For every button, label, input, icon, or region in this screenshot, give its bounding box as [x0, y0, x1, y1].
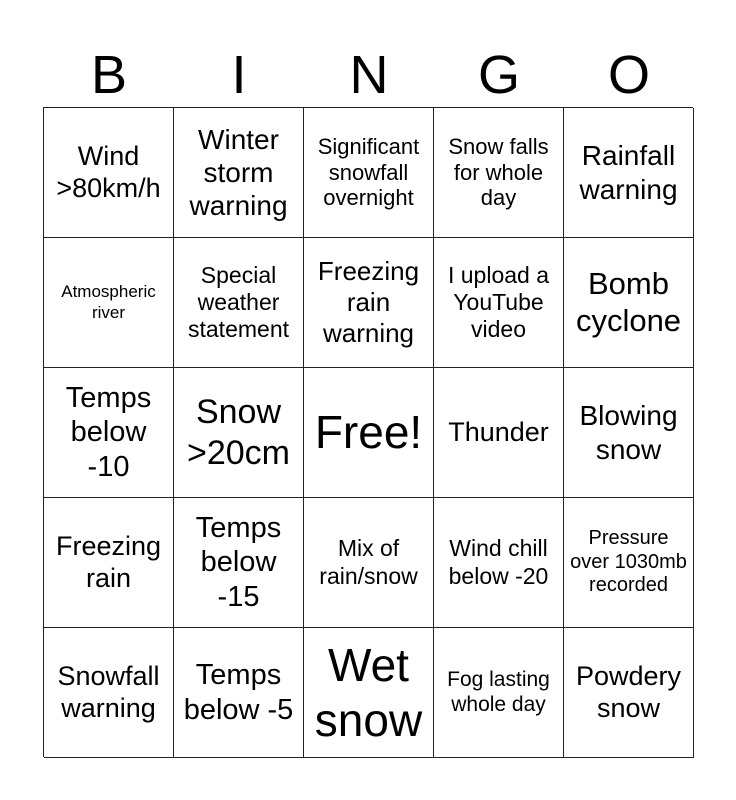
- bingo-cell[interactable]: [564, 368, 694, 498]
- bingo-cell-label: Freezing rain: [55, 530, 162, 593]
- bingo-cell-label: Special weather statement: [188, 261, 289, 343]
- bingo-cell-label: Snowfall warning: [57, 660, 160, 723]
- bingo-cell-label: Wet snow: [314, 639, 423, 746]
- bingo-cell[interactable]: [304, 498, 434, 628]
- bingo-cell-label: Freezing rain warning: [317, 256, 420, 348]
- header-letter-g: G: [477, 45, 520, 105]
- bingo-cell[interactable]: [434, 368, 564, 498]
- bingo-cell[interactable]: [44, 238, 174, 368]
- bingo-cell[interactable]: [174, 368, 304, 498]
- bingo-cell[interactable]: [44, 108, 174, 238]
- bingo-cell[interactable]: [564, 628, 694, 758]
- bingo-cell-label: Pressure over 1030mb recorded: [570, 527, 687, 597]
- bingo-cell-label: Atmospheric river: [61, 282, 156, 322]
- bingo-cell[interactable]: [44, 368, 174, 498]
- bingo-cell[interactable]: [434, 628, 564, 758]
- bingo-cell-label: Snow >20cm: [187, 393, 290, 472]
- bingo-cell[interactable]: [434, 498, 564, 628]
- bingo-cell-label: Temps below -15: [195, 512, 282, 613]
- bingo-cell-label: Thunder: [448, 416, 549, 447]
- bingo-cell-label: Temps below -5: [183, 659, 294, 726]
- bingo-cell-label: Wind >80km/h: [56, 140, 161, 203]
- bingo-cell-label: Significant snowfall overnight: [317, 133, 420, 211]
- bingo-cell-label: Rainfall warning: [579, 140, 678, 205]
- bingo-cell[interactable]: [174, 498, 304, 628]
- bingo-cell[interactable]: [304, 238, 434, 368]
- bingo-cell-label: Blowing snow: [579, 400, 678, 465]
- bingo-cell[interactable]: [564, 108, 694, 238]
- header-letter-i: I: [231, 45, 247, 105]
- bingo-cell[interactable]: [564, 498, 694, 628]
- bingo-cell-label: Snow falls for whole day: [448, 133, 549, 211]
- header-letter-o: O: [607, 45, 650, 105]
- bingo-cell-label: Powdery snow: [575, 660, 682, 723]
- bingo-cell[interactable]: [434, 108, 564, 238]
- bingo-cell[interactable]: [434, 238, 564, 368]
- header-letter-b: B: [90, 45, 128, 105]
- bingo-cell-label: Free!: [314, 406, 423, 459]
- bingo-cell-label: Mix of rain/snow: [319, 535, 418, 589]
- header-letter-n: N: [349, 45, 389, 105]
- bingo-cell[interactable]: [564, 238, 694, 368]
- bingo-header: [44, 44, 694, 106]
- bingo-cell[interactable]: [44, 628, 174, 758]
- bingo-cell[interactable]: [304, 108, 434, 238]
- bingo-cell[interactable]: [304, 368, 434, 498]
- bingo-cell[interactable]: [304, 628, 434, 758]
- bingo-cell-label: I upload a YouTube video: [447, 261, 550, 343]
- bingo-cell[interactable]: [174, 238, 304, 368]
- bingo-cell[interactable]: [174, 108, 304, 238]
- bingo-cell[interactable]: [44, 498, 174, 628]
- bingo-cell[interactable]: [174, 628, 304, 758]
- bingo-grid: [43, 107, 693, 757]
- bingo-cell-label: Fog lasting whole day: [447, 667, 550, 716]
- bingo-cell-label: Temps below -10: [65, 382, 152, 483]
- bingo-cell-label: Wind chill below -20: [448, 535, 549, 589]
- bingo-cell-label: Winter storm warning: [189, 123, 288, 222]
- bingo-cell-label: Bomb cyclone: [575, 265, 682, 338]
